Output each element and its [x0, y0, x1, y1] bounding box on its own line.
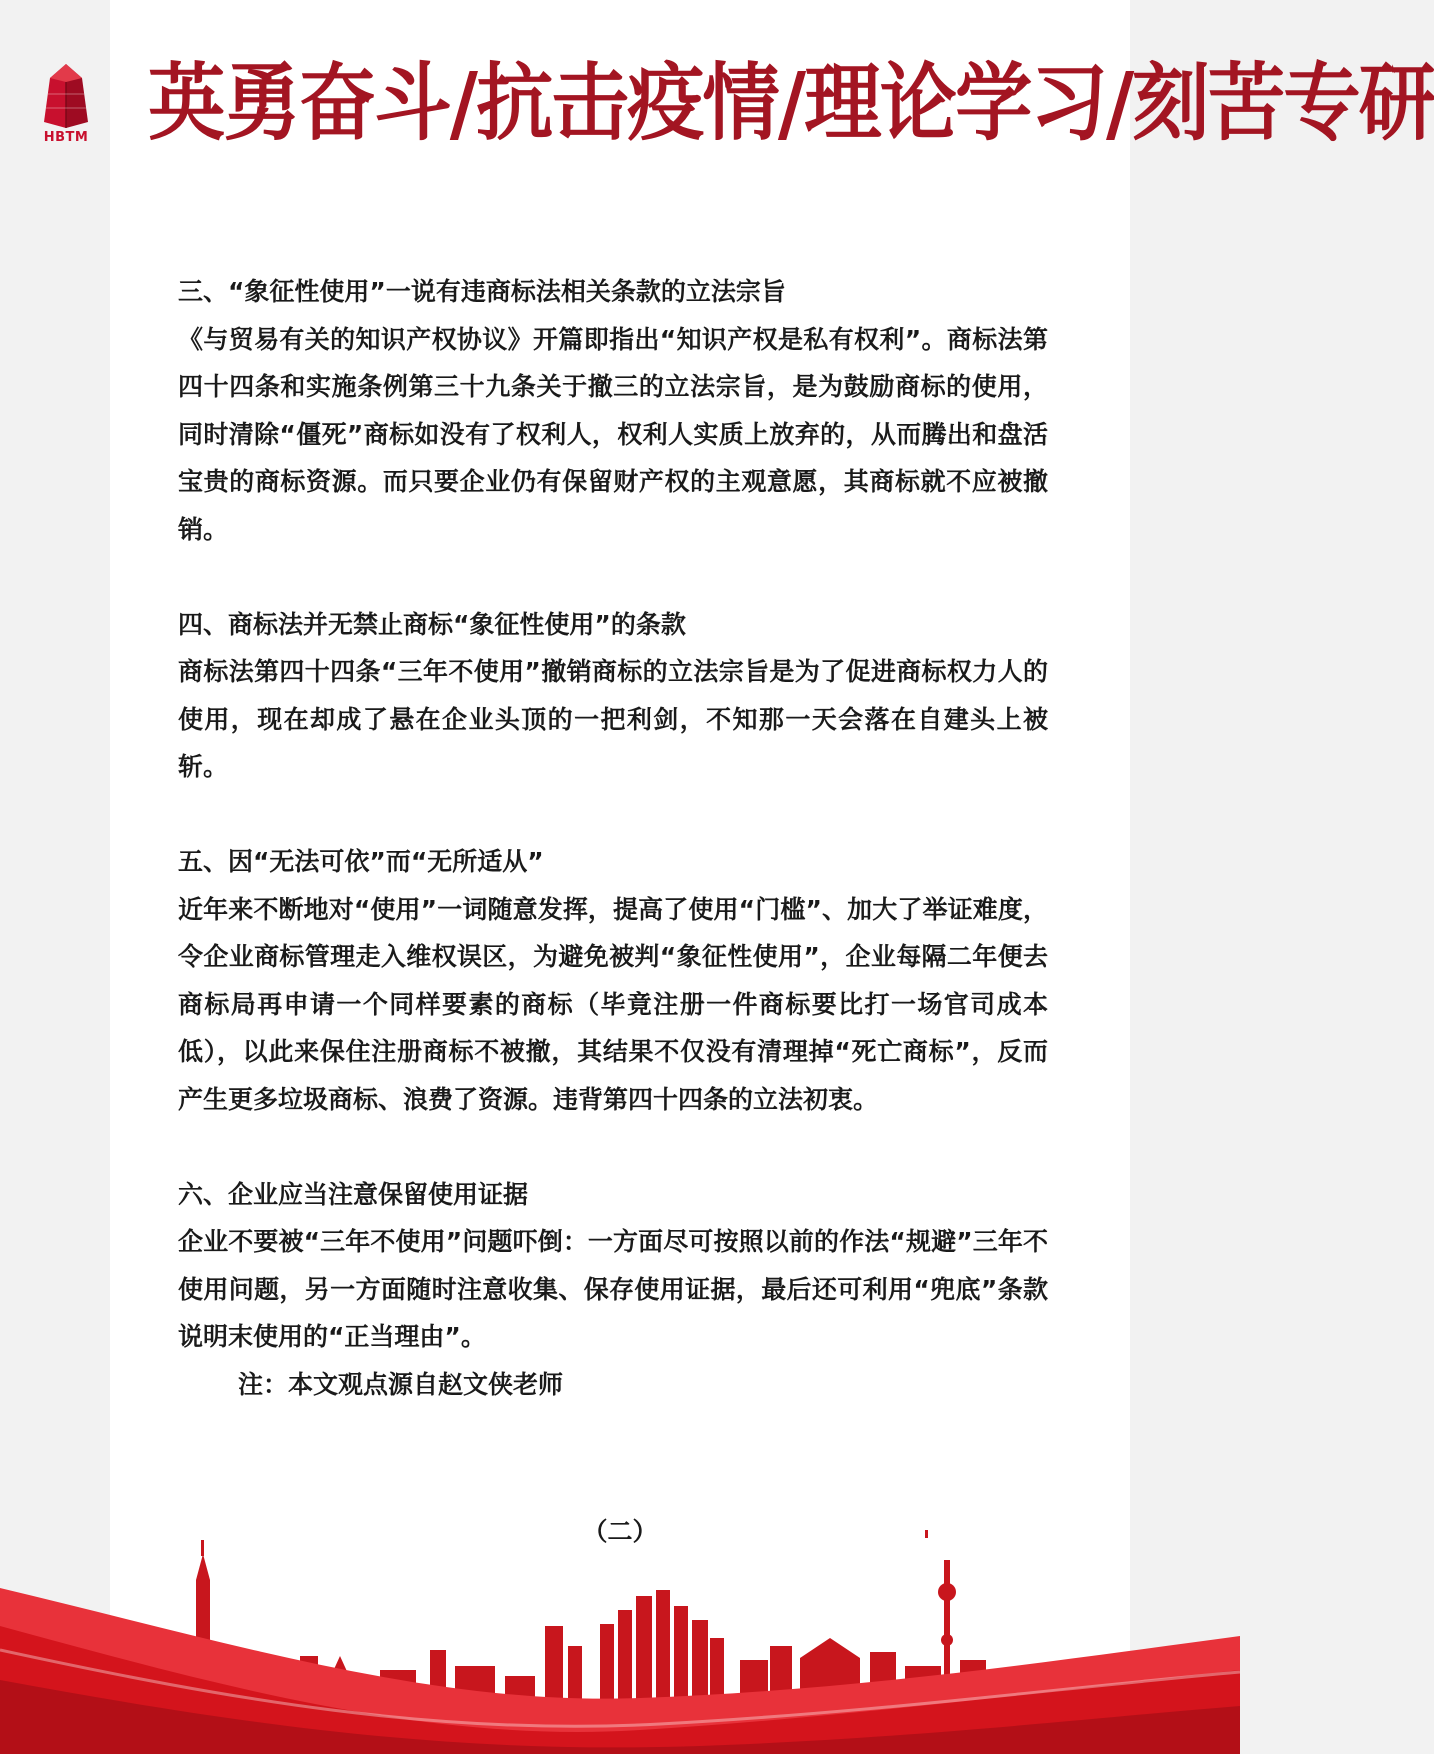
section-four	[178, 601, 1048, 791]
section-six	[178, 1171, 1048, 1409]
hbtm-logo	[40, 62, 92, 152]
section-heading: 三、“象征性使用”一说有违商标法相关条款的立法宗旨	[178, 277, 786, 306]
section-three	[178, 268, 1048, 553]
section-body: 近年来不断地对“使用”一词随意发挥，提高了使用“门槛”、加大了举证难度，令企业商标管理走入维权误区，为避免被判“象征性使用”，企业每隔二年便去商标局再申请一个同样要素的商标（毕竟注册一件商标要比打一场官司成本低），以此来保住注册商标不被撤，其结果不仅没有清理掉“死亡商标”，反而产生更多垃圾商标、浪费了资源。违背第四十四条的立法初衷。	[178, 894, 1048, 1114]
article-content	[178, 268, 1048, 1408]
section-five	[178, 838, 1048, 1123]
section-heading: 五、因“无法可依”而“无所适从”	[178, 847, 544, 876]
logo-text: HBTM	[43, 130, 89, 145]
section-body: 企业不要被“三年不使用”问题吓倒：一方面尽可按照以前的作法“规避”三年不使用问题，另一方面随时注意收集、保存使用证据，最后还可利用“兜底”条款说明末使用的“正当理由”。	[178, 1227, 1048, 1351]
banner-title: 英勇奋斗/抗击疫情/理论学习/刻苦专研	[148, 54, 1434, 152]
section-body: 商标法第四十四条“三年不使用”撤销商标的立法宗旨是为了促进商标权力人的使用，现在却成了悬在企业头顶的一把利剑，不知那一天会落在自建头上被斩。	[178, 657, 1048, 781]
section-heading: 四、商标法并无禁止商标“象征性使用”的条款	[178, 609, 686, 639]
section-heading: 六、企业应当注意保留使用证据	[178, 1179, 529, 1209]
section-body: 《与贸易有关的知识产权协议》开篇即指出“知识产权是私有权利”。商标法第四十四条和实施条例第三十九条关于撤三的立法宗旨，是为鼓励商标的使用，同时清除“僵死”商标如没有了权利人，权利人实质上放弃的，从而腾出和盘活宝贵的商标资源。而只要企业仍有保留财产权的主观意愿，其商标就不应被撤销。	[178, 324, 1048, 544]
city-skyline-wave-illustration	[0, 1530, 1240, 1754]
source-note: 注：本文观点源自赵文侠老师	[238, 1369, 564, 1399]
page-number: （二）	[582, 1517, 658, 1546]
hbtm-building-logo-icon	[40, 62, 92, 130]
